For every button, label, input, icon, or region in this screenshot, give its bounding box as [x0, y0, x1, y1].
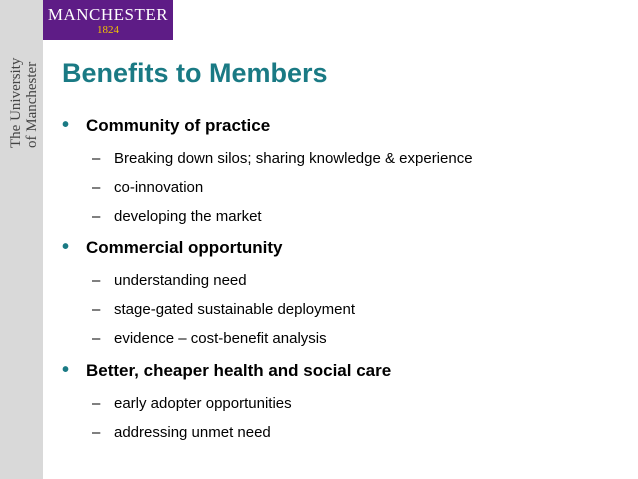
- sub-item: [92, 424, 271, 441]
- bullet-dot-icon: •: [62, 359, 70, 381]
- sub-item-text: evidence – cost-benefit analysis: [114, 330, 327, 347]
- wordmark-line-1: The University: [8, 57, 24, 148]
- dash-icon: –: [92, 330, 101, 347]
- manchester-logo: [43, 0, 173, 40]
- sub-item-text: Breaking down silos; sharing knowledge & experience: [114, 150, 473, 167]
- bullet-health: [62, 359, 391, 382]
- bullet-commercial: [62, 236, 282, 259]
- sub-item-text: developing the market: [114, 208, 262, 225]
- bullet-text: Commercial opportunity: [86, 238, 283, 257]
- bullet-dot-icon: •: [62, 114, 70, 136]
- sub-item: [92, 208, 262, 225]
- sub-item-text: early adopter opportunities: [114, 395, 292, 412]
- sub-item-text: understanding need: [114, 272, 247, 289]
- slide-title: Benefits to Members: [62, 58, 328, 88]
- wordmark-line-2: of Manchester: [24, 61, 40, 148]
- dash-icon: –: [92, 301, 101, 318]
- logo-year: 1824: [97, 24, 119, 36]
- bullet-dot-icon: •: [62, 236, 70, 258]
- sub-item-text: stage-gated sustainable deployment: [114, 301, 355, 318]
- dash-icon: –: [92, 208, 101, 225]
- sub-item: [92, 179, 203, 196]
- dash-icon: –: [92, 179, 101, 196]
- university-wordmark: [4, 40, 40, 150]
- bullet-text: Community of practice: [86, 116, 271, 135]
- logo-name: MANCHESTER: [47, 5, 169, 24]
- sub-item: [92, 330, 327, 347]
- dash-icon: –: [92, 424, 101, 441]
- dash-icon: –: [92, 272, 101, 289]
- sub-item: [92, 272, 247, 289]
- sub-item: [92, 150, 473, 167]
- dash-icon: –: [92, 150, 101, 167]
- sub-item-text: addressing unmet need: [114, 424, 271, 441]
- sidebar-strip: [0, 0, 43, 479]
- sub-item: [92, 395, 292, 412]
- bullet-community: [62, 114, 270, 137]
- sub-item: [92, 301, 355, 318]
- sub-item-text: co-innovation: [114, 179, 204, 196]
- dash-icon: –: [92, 395, 101, 412]
- bullet-text: Better, cheaper health and social care: [86, 361, 392, 380]
